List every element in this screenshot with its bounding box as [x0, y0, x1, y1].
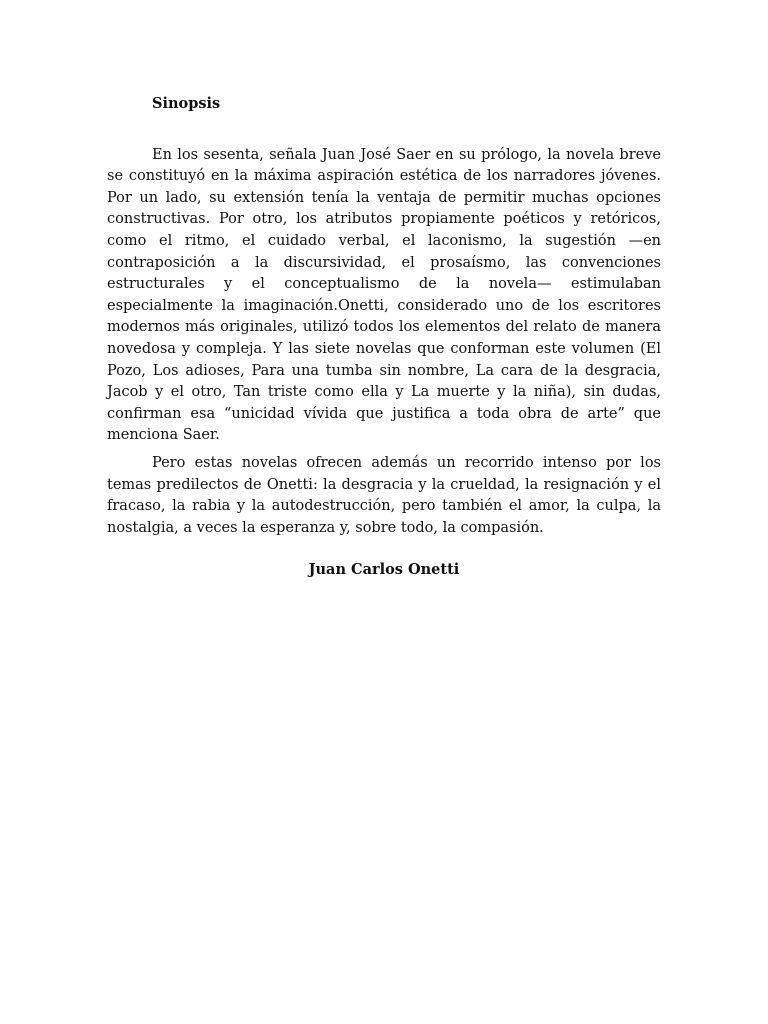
document-heading: Sinopsis [152, 95, 221, 112]
synopsis-paragraph-1: En los sesenta, señala Juan José Saer en su prólogo, la novela breve se constituyó en la máxima aspiración estética de los narradores jóvenes. Por un lado, su extensión tenía la ventaja de permitir muchas opciones constructivas. Por otro, los atributos propiamente poéticos y retóricos, como el ritmo, el cuidado verbal, el laconismo, la sugestión —en contraposición a la discursividad, el prosaísmo, las convenciones estructurales y el conceptualismo de la novela— estimulaban especialmente la imaginación.Onetti, considerado uno de los escritores modernos más originales, utilizó todos los elementos del relato de manera novedosa y compleja. Y las siete novelas que conforman este volumen (El Pozo, Los adioses, Para una tumba sin nombre, La cara de la desgracia, Jacob y el otro, Tan triste como ella y La muerte y la niña), sin dudas, confirman esa “unicidad vívida que justifica a toda obra de arte” que menciona Saer. [107, 146, 661, 444]
document-page [107, 93, 661, 581]
author-name: Juan Carlos Onetti [308, 561, 460, 579]
synopsis-paragraph-2: Pero estas novelas ofrecen además un recorrido intenso por los temas predilectos de Onetti: la desgracia y la crueldad, la resignación y el fracaso, la rabia y la autodestrucción, pero también el amor, la culpa, la nostalgia, a veces la esperanza y, sobre todo, la compasión. [107, 454, 661, 536]
